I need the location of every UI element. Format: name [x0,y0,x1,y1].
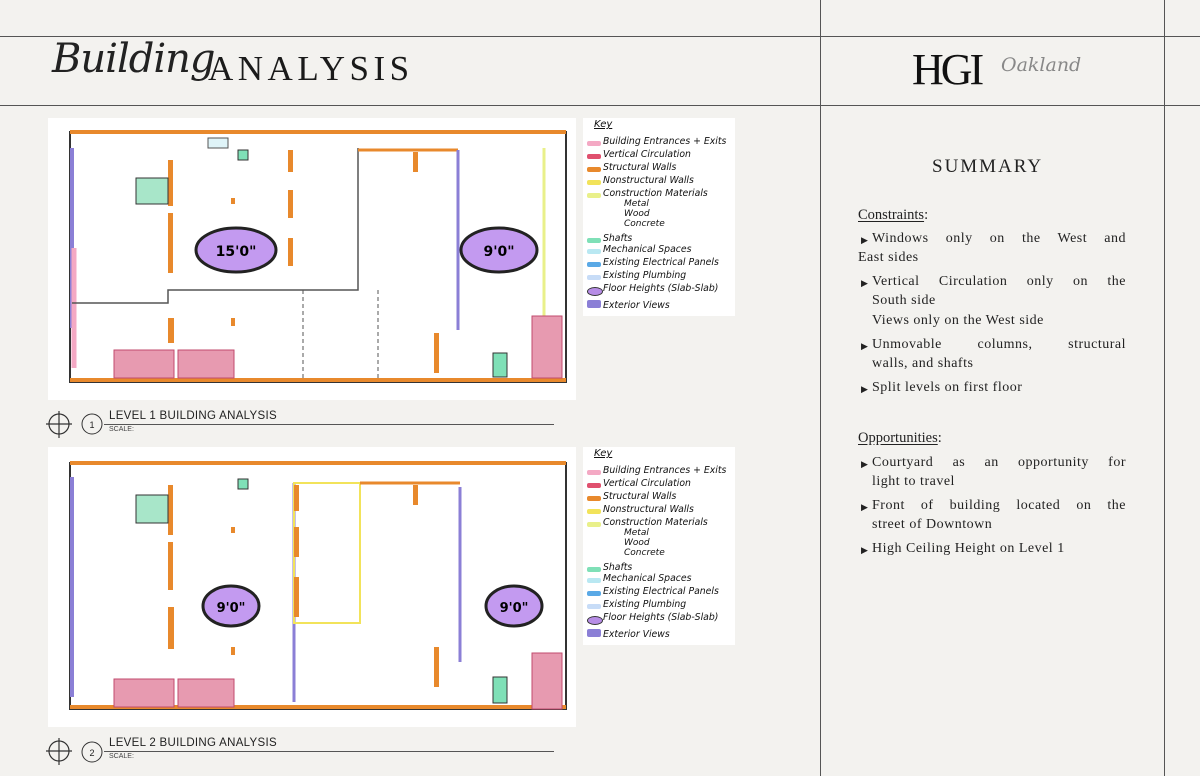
stair-block [178,679,234,707]
stair-block-east [532,653,562,709]
bullet-icon: ▶ [861,459,868,469]
legend-title: Key [594,448,613,459]
constraint-line: walls, and shafts [872,356,974,371]
constraint-line: East sides [858,250,919,265]
constraint-line: South side [872,293,936,308]
legend-swatch [587,567,601,572]
svg-text:2: 2 [89,748,95,758]
section-marker-icon [46,410,76,440]
legend-swatch [587,300,601,308]
title-caps: ANALYSIS [208,49,414,88]
legend-swatch [587,167,601,172]
legend-item: Shafts [603,562,633,573]
bullet-icon: ▶ [861,341,868,351]
label-underline [104,424,554,425]
legend-item: Mechanical Spaces [603,244,692,255]
opportunity-line: Front of building located on the [872,498,1126,513]
mechanical-space [208,138,228,148]
legend-subitem: Wood [624,209,650,219]
hgi-logo [912,45,1082,94]
legend-swatch [587,483,601,488]
legend-subitem: Concrete [624,548,665,558]
legend-swatch [587,141,601,146]
legend-item: Floor Heights (Slab-Slab) [603,283,719,294]
legend-swatch [587,470,601,475]
opportunity-line: light to travel [872,474,955,489]
label-underline [104,751,554,752]
constraint-line: Views only on the West side [872,313,1044,328]
legend-item: Structural Walls [603,162,677,173]
legend-item: Mechanical Spaces [603,573,692,584]
shaft [238,479,248,489]
constraints-heading: Constraints: [858,207,929,223]
floor-height-label: 15'0" [215,244,257,260]
constraint-line: Vertical Circulation only on the [872,274,1126,289]
svg-text:1: 1 [89,420,95,430]
divider-vertical [820,0,821,776]
legend-swatch [587,154,601,159]
stair-block-east [532,316,562,378]
legend-item: Existing Electrical Panels [603,586,719,597]
legend-swatch [587,275,601,280]
bullet-icon: ▶ [861,235,868,245]
drawing-number-badge [80,412,104,436]
scale-label: SCALE: [109,753,134,760]
shaft-room [136,178,168,204]
legend-swatch [587,578,601,583]
shaft-room [136,495,168,523]
level2-floor-plan [48,447,576,727]
floor-height-label: 9'0" [499,601,529,616]
legend-swatch [587,591,601,596]
legend-item: Nonstructural Walls [603,175,694,186]
stair-block [114,679,174,707]
legend-swatch [587,509,601,514]
legend-item: Vertical Circulation [603,478,691,489]
legend-level1 [583,118,735,316]
legend-item: Building Entrances + Exits [603,465,727,476]
title-script: Building [52,36,215,82]
opportunity-line: High Ceiling Height on Level 1 [872,541,1065,556]
legend-item: Shafts [603,233,633,244]
bullet-icon: ▶ [861,278,868,288]
legend-subitem: Metal [624,199,649,209]
legend-item: Nonstructural Walls [603,504,694,515]
level2-plan-drawing [48,447,576,727]
columns [168,485,439,687]
legend-swatch [587,249,601,254]
scale-label: SCALE: [109,426,134,433]
opportunity-line: street of Downtown [872,517,993,532]
interior-wall [72,148,358,303]
legend-item: Building Entrances + Exits [603,136,727,147]
legend-swatch [587,604,601,609]
legend-item: Existing Electrical Panels [603,257,719,268]
logo-brand: HGI [912,45,982,94]
legend-swatch [587,522,601,527]
shaft [493,353,507,377]
legend-item: Construction Materials [603,517,708,528]
right-margin-line [1164,0,1165,776]
floor-height-label: 9'0" [216,601,246,616]
legend-swatch [587,496,601,501]
constraint-line: Windows only on the West and [872,231,1126,246]
legend-level2 [583,447,735,645]
legend-swatch [587,238,601,243]
legend-swatch [587,180,601,185]
legend-swatch [587,287,603,296]
drawing-number-badge [80,740,104,764]
legend-item: Existing Plumbing [603,270,687,281]
legend-item: Construction Materials [603,188,708,199]
level1-plan-drawing [48,118,576,400]
level1-label: LEVEL 1 BUILDING ANALYSIS [109,410,277,422]
stair-block [178,350,234,378]
legend-swatch [587,629,601,637]
legend-subitem: Concrete [624,219,665,229]
legend-swatch [587,193,601,198]
legend-swatch [587,616,603,625]
legend-subitem: Metal [624,528,649,538]
level1-floor-plan [48,118,576,400]
logo-city: Oakland [1001,54,1082,76]
bullet-icon: ▶ [861,502,868,512]
section-marker-icon [46,737,76,767]
summary-title: SUMMARY [932,156,1044,177]
bullet-icon: ▶ [861,384,868,394]
legend-item: Structural Walls [603,491,677,502]
header-rule [0,105,1200,106]
legend-swatch [587,262,601,267]
stair-block [114,350,174,378]
shaft [493,677,507,703]
courtyard [294,483,360,623]
legend-item: Existing Plumbing [603,599,687,610]
legend-item: Exterior Views [603,629,670,640]
legend-title: Key [594,119,613,130]
legend-item: Vertical Circulation [603,149,691,160]
level2-label: LEVEL 2 BUILDING ANALYSIS [109,737,277,749]
opportunity-line: Courtyard as an opportunity for [872,455,1126,470]
opportunities-heading: Opportunities: [858,430,942,446]
shaft [238,150,248,160]
legend-item: Exterior Views [603,300,670,311]
constraint-line: Split levels on first floor [872,380,1023,395]
legend-subitem: Wood [624,538,650,548]
legend-item: Floor Heights (Slab-Slab) [603,612,719,623]
bullet-icon: ▶ [861,545,868,555]
constraint-line: Unmovable columns, structural [872,337,1126,352]
floor-height-label: 9'0" [483,244,515,260]
